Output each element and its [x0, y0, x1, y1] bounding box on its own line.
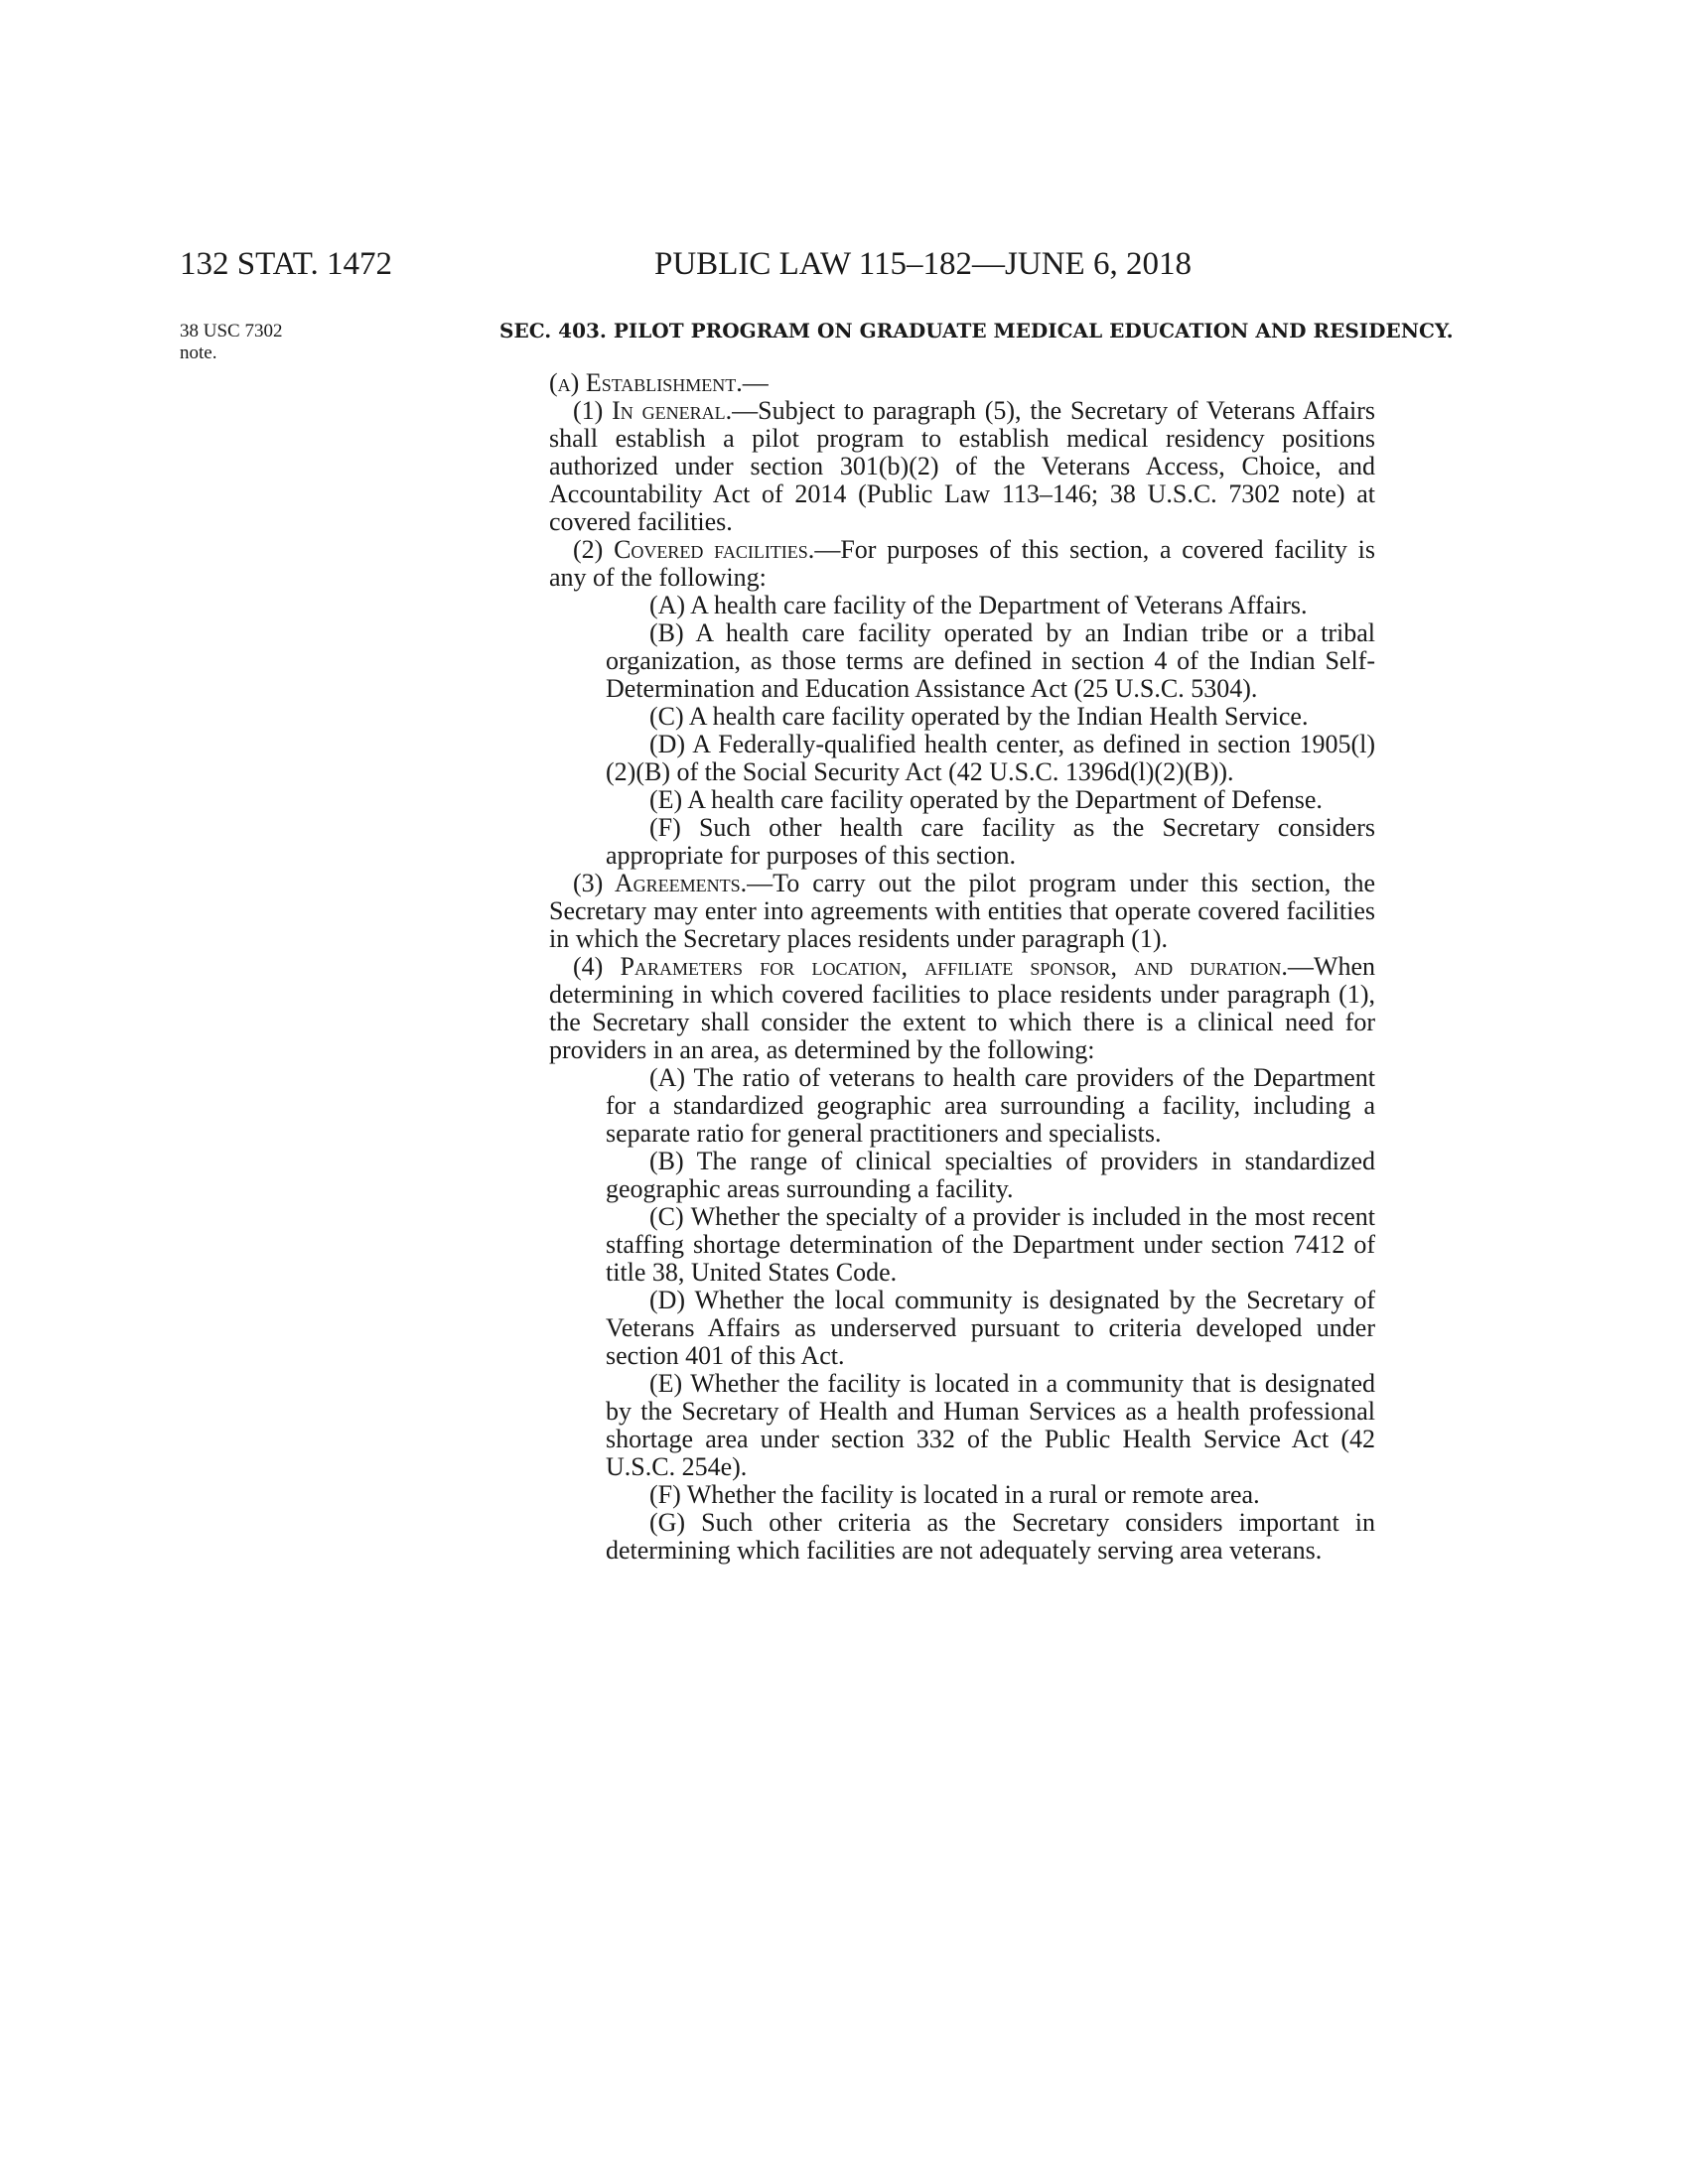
- paragraph-4-item-a: (A) The ratio of veterans to health care providers of the Department for a standardized geographic area surrounding a facility, including a separate ratio for general practitioners and specialists.: [606, 1063, 1375, 1148]
- paragraph-4-item-e: (E) Whether the facility is located in a community that is designated by the Secretary of Health and Human Services as a health professional shortage area under section 332 of the Public Health Service Act (42 U.S.C. 254e).: [606, 1369, 1375, 1481]
- paragraph-2-heading: (2) Covered facilities.: [573, 535, 815, 564]
- paragraph-2-item-e: (E) A health care facility operated by the Department of Defense.: [649, 785, 1323, 814]
- margin-note: 38 USC 7302 note.: [180, 321, 283, 363]
- paragraph-4-item-b: (B) The range of clinical specialties of providers in standardized geographic areas surrounding a facility.: [606, 1147, 1375, 1203]
- paragraph-4-item-f: (F) Whether the facility is located in a rural or remote area.: [649, 1480, 1260, 1509]
- paragraph-4: [549, 953, 1375, 1064]
- section-title: SEC. 403. PILOT PROGRAM ON GRADUATE MEDICAL EDUCATION AND RESIDENCY.: [499, 319, 1454, 342]
- subsection-a-heading: (a) Establishment.—: [549, 368, 769, 397]
- running-title: PUBLIC LAW 115–182—JUNE 6, 2018: [654, 246, 1192, 282]
- paragraph-4-item-c: (C) Whether the specialty of a provider is included in the most recent staffing shortage determination of the Department under section 7412 of title 38, United States Code.: [606, 1202, 1375, 1287]
- paragraph-3: [549, 870, 1375, 953]
- paragraph-2-item-c: (C) A health care facility operated by the Indian Health Service.: [649, 702, 1309, 731]
- paragraph-2-item-a: (A) A health care facility of the Department of Veterans Affairs.: [649, 591, 1308, 619]
- paragraph-2: [549, 536, 1375, 592]
- paragraph-2-item-d: (D) A Federally-qualified health center, as defined in section 1905(l)(2)(B) of the Social Security Act (42 U.S.C. 1396d(l)(2)(B)).: [606, 730, 1375, 786]
- paragraph-2-text: —For purposes of this section, a covered facility is any of the following:: [549, 535, 1376, 592]
- paragraph-1: [549, 397, 1375, 536]
- paragraph-1-text: —Subject to paragraph (5), the Secretary of Veterans Affairs shall establish a pilot program to establish medical residency positions authorized under section 301(b)(2) of the Veterans Access, Choice, and Accountability Act of 2014 (Public Law 113–146; 38 U.S.C. 7302 note) at covered facilities.: [549, 396, 1375, 536]
- page-number: 132 STAT. 1472: [180, 246, 393, 282]
- paragraph-4-item-g: (G) Such other criteria as the Secretary considers important in determining which facilities are not adequately serving area veterans.: [606, 1508, 1375, 1565]
- paragraph-3-text: —To carry out the pilot program under this section, the Secretary may enter into agreements with entities that operate covered facilities in which the Secretary places residents under paragraph (1).: [549, 869, 1375, 953]
- paragraph-2-item-f: (F) Such other health care facility as the Secretary considers appropriate for purposes of this section.: [606, 813, 1375, 870]
- paragraph-2-item-b: (B) A health care facility operated by an Indian tribe or a tribal organization, as those terms are defined in section 4 of the Indian Self-Determination and Education Assistance Act (25 U.S.C. 5304).: [606, 618, 1375, 703]
- section-body: [549, 369, 1375, 1565]
- paragraph-4-text: —When determining in which covered facilities to place residents under paragraph (1), the Secretary shall consider the extent to which there is a clinical need for providers in an area, as determined by the following:: [549, 952, 1375, 1064]
- paragraph-3-heading: (3) Agreements.: [573, 869, 748, 897]
- paragraph-1-heading: (1) In general.: [573, 396, 733, 425]
- paragraph-4-heading: (4) Parameters for location, affiliate sponsor, and duration.: [573, 952, 1288, 981]
- paragraph-4-item-d: (D) Whether the local community is designated by the Secretary of Veterans Affairs as underserved pursuant to criteria developed under section 401 of this Act.: [606, 1286, 1375, 1370]
